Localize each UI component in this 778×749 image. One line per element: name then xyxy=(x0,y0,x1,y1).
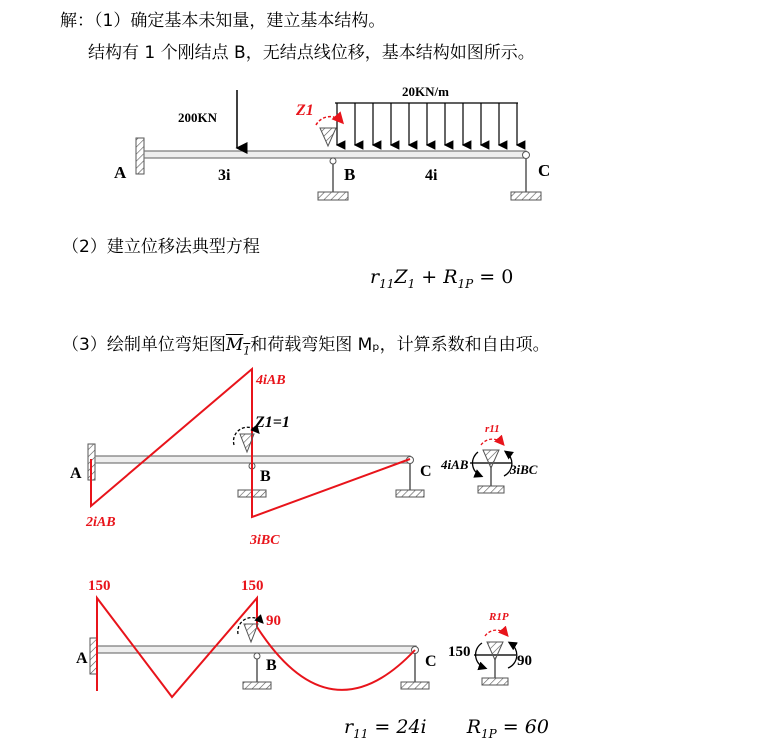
node-right-moment: 3iBC xyxy=(510,462,538,477)
node-fbd-1 xyxy=(470,439,512,493)
label-C2: C xyxy=(420,463,432,480)
eq-z: Z xyxy=(394,266,408,288)
beam-ABC xyxy=(144,151,526,158)
fixed-support-A xyxy=(136,138,144,174)
rotation-constraint-B xyxy=(316,117,342,146)
node-fbd-2 xyxy=(474,630,517,685)
label-C3: C xyxy=(425,653,437,670)
step1-heading: 解：（1）确定基本未知量，建立基本结构。 xyxy=(60,11,386,31)
point-load-label: 200KN xyxy=(178,110,217,125)
label-C: C xyxy=(538,161,551,180)
label-A3: A xyxy=(76,650,88,667)
bottom-right-moment: 3iBC xyxy=(250,533,280,548)
step2-heading: （2）建立位移法典型方程 xyxy=(62,237,260,257)
eq-R: R xyxy=(443,266,458,288)
bottom-left-moment: 2iAB xyxy=(86,515,116,530)
label-A: A xyxy=(114,163,127,182)
res-r-val: = 24i xyxy=(368,716,427,738)
res-r: r xyxy=(344,716,354,738)
R1P-node-label: R1P xyxy=(489,611,509,623)
support-C xyxy=(511,152,541,201)
res-R: R xyxy=(466,716,482,738)
label-A2: A xyxy=(70,465,82,482)
Z1-unit-label: Z1=1 xyxy=(255,414,290,431)
step3-m: $M_1$ xyxy=(225,335,251,358)
node3-right-moment: 90 xyxy=(517,653,532,669)
eq-z-sub: 1 xyxy=(407,276,416,291)
eq-plus: + xyxy=(415,266,444,288)
load-moment-parabola xyxy=(257,627,415,690)
res-R-sub: 1P xyxy=(481,726,497,741)
Z1-label: Z1 xyxy=(296,102,314,119)
res-r-sub: 11 xyxy=(353,726,369,741)
r11-node-label: r11 xyxy=(485,423,500,435)
res-R-val: = 60 xyxy=(496,716,549,738)
right-moment-value: 90 xyxy=(266,613,281,629)
figure-unit-moment xyxy=(70,369,538,548)
eq-tail: = 0 xyxy=(473,266,514,288)
distributed-load xyxy=(335,103,518,145)
fixed-support-A3 xyxy=(90,638,97,674)
label-iBC: 4i xyxy=(425,167,438,184)
mid-moment-value: 150 xyxy=(241,578,264,594)
figure-basic-structure xyxy=(114,84,550,200)
left-moment-value: 150 xyxy=(88,578,111,594)
label-B: B xyxy=(344,165,356,184)
node3-left-moment: 150 xyxy=(448,644,471,660)
top-left-moment: 4iAB xyxy=(256,373,286,388)
figure-load-moment xyxy=(76,578,532,697)
eq-R-sub: 1P xyxy=(457,276,474,291)
beam-ABC-3 xyxy=(97,646,416,653)
step3-post: 和荷载弯矩图 Mₚ，计算系数和自由项。 xyxy=(250,335,550,355)
eq-r: r xyxy=(370,266,380,288)
label-B3: B xyxy=(266,657,277,674)
label-B2: B xyxy=(260,468,271,485)
step1-description: 结构有 1 个刚结点 B，无结点线位移，基本结构如图所示。 xyxy=(88,43,535,63)
dist-load-label: 20KN/m xyxy=(402,84,449,99)
eq-r-sub: 11 xyxy=(379,276,395,291)
step3-pre: （3）绘制单位弯矩图 xyxy=(62,335,226,355)
node-left-moment: 4iAB xyxy=(441,457,469,472)
label-iAB: 3i xyxy=(218,167,231,184)
